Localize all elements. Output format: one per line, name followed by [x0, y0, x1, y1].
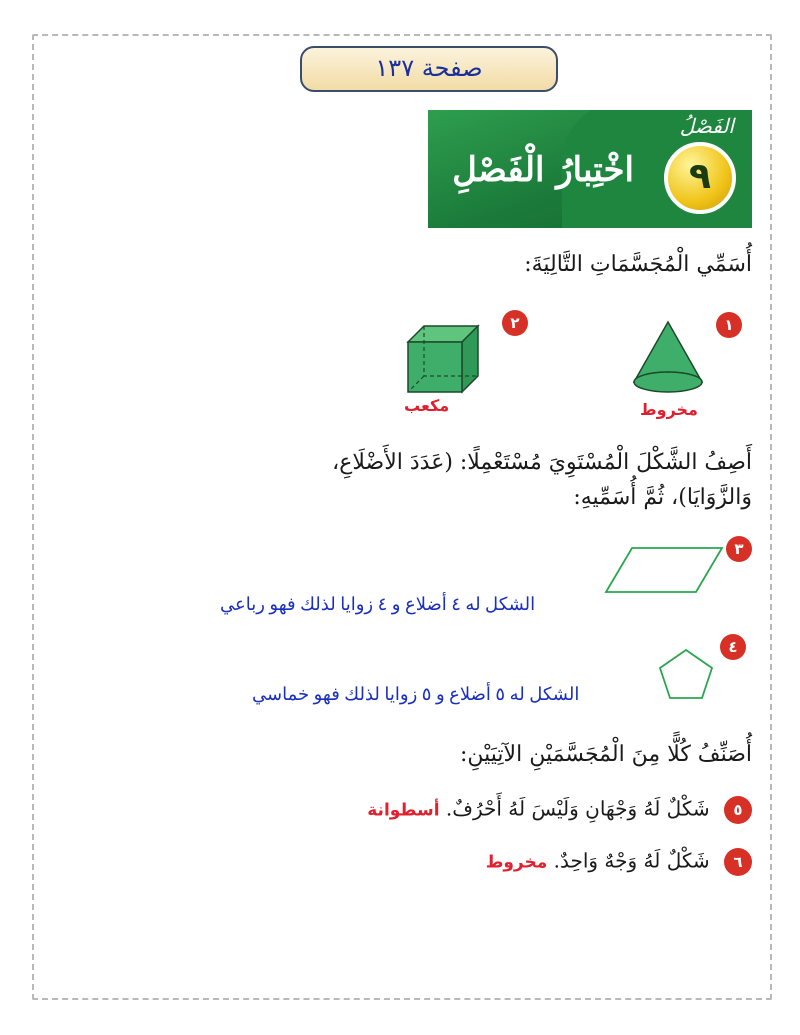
section-heading-describe-line1: أَصِفُ الشَّكْلَ الْمُسْتَوِيَ مُسْتَعْمِلًا: (عَدَدَ الأَضْلَاعِ،: [332, 450, 752, 475]
question-number-badge: ٦: [724, 848, 752, 876]
question-number-badge: ٣: [726, 536, 752, 562]
chapter-banner: [428, 110, 752, 228]
question-number-badge: ٥: [724, 796, 752, 824]
cube-answer: مكعب: [404, 396, 450, 415]
chapter-word: الفَصْلُ: [679, 114, 734, 138]
page-number-tag: صفحة ١٣٧: [300, 46, 558, 92]
cone-figure: [628, 320, 708, 400]
question-number-badge: ٢: [502, 310, 528, 336]
classify-item-cylinder: [367, 796, 752, 824]
classify-item-text: شَكْلٌ لَهُ وَجْهٌ وَاحِدٌ.: [553, 848, 710, 873]
section-heading-classify: أُصَنِّفُ كُلًّا مِنَ الْمُجَسَّمَيْنِ الآتِيَيْنِ:: [460, 742, 752, 767]
classify-item-answer: أسطوانة: [367, 800, 440, 821]
section-heading-name-solids: أُسَمِّي الْمُجَسَّمَاتِ التَّالِيَةَ:: [524, 252, 752, 277]
chapter-test-title: اخْتِبارُ الْفَصْلِ: [452, 150, 634, 190]
question-number-badge: ٤: [720, 634, 746, 660]
cone-answer: مخروط: [640, 400, 698, 419]
cube-figure: [406, 322, 482, 394]
classify-item-text: شَكْلٌ لَهُ وَجْهَانِ وَلَيْسَ لَهُ أَحْرُفٌ.: [445, 796, 710, 821]
classify-item-answer: مخروط: [485, 852, 548, 873]
pentagon-figure: [658, 648, 714, 700]
pentagon-answer: الشكل له ٥ أضلاع و ٥ زوايا لذلك فهو خماسي: [252, 684, 580, 704]
question-number-badge: ١: [716, 312, 742, 338]
classify-item-cone: [486, 848, 752, 876]
chapter-number-badge: ٩: [664, 142, 736, 214]
quadrilateral-answer: الشكل له ٤ أضلاع و ٤ زوايا لذلك فهو رباعي: [220, 594, 536, 614]
parallelogram-figure: [604, 546, 724, 596]
section-heading-describe-line2: وَالزَّوَايَا)، ثُمَّ أُسَمِّيهِ:: [573, 485, 752, 510]
